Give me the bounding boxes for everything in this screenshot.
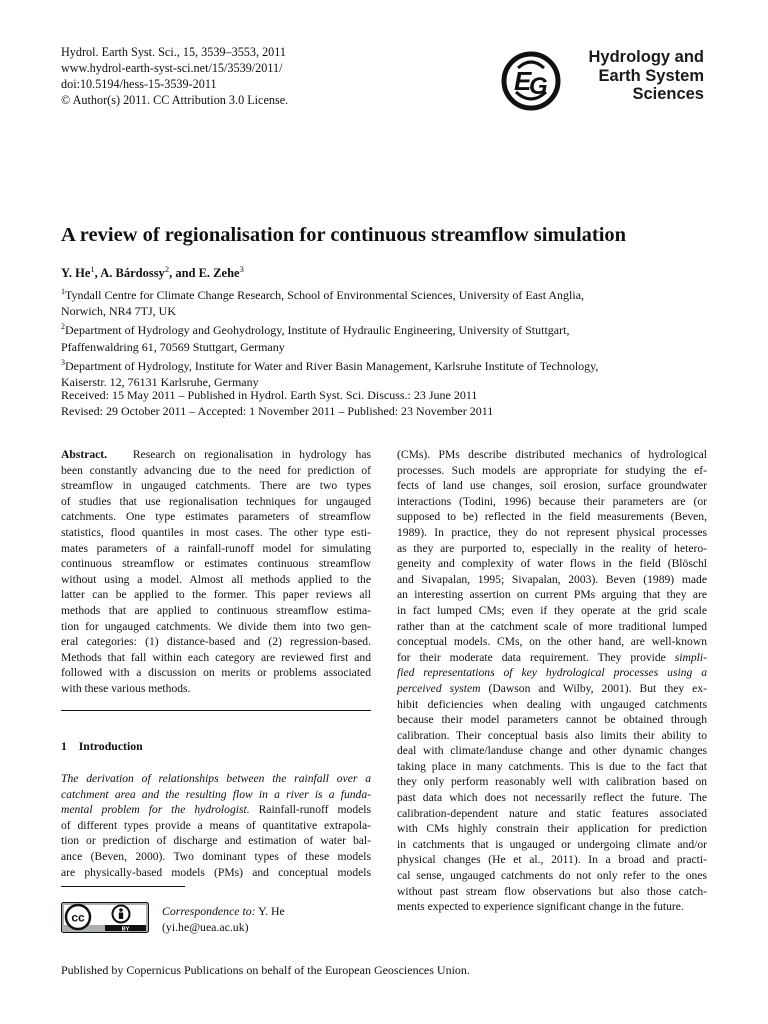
- body-line: supposed to be) reflected in the field measurements (Beven,: [397, 510, 707, 524]
- author-separator: ,: [94, 266, 101, 281]
- author-affiliation-marker: 2: [164, 264, 170, 274]
- by-label: BY: [121, 926, 130, 933]
- body-italic: perceived system: [397, 681, 481, 695]
- author-affiliation-marker: 3: [239, 264, 244, 274]
- intro-line: of different types provide a means of quantitative extrapola-: [61, 818, 371, 832]
- abstract: [61, 447, 371, 697]
- abstract-line: tion for ungauged catchments. We divide them into two gen-: [61, 619, 371, 633]
- section-heading: [61, 739, 143, 754]
- abstract-divider: [61, 710, 371, 711]
- abstract-line: followed with a discussion on merits or problems associated: [61, 666, 371, 680]
- body-line: deal with climate/landuse change and other dynamic changes: [397, 744, 707, 758]
- intro-line-tail: Rainfall-runoff models: [249, 803, 371, 817]
- cc-by-icon: [61, 902, 149, 933]
- egu-logo-icon: [500, 48, 570, 114]
- affiliation-line: Norwich, NR4 7TJ, UK: [61, 304, 176, 319]
- affiliation-line: Kaiserstr. 12, 76131 Karlsruhe, Germany: [61, 375, 259, 390]
- section-number: 1: [61, 739, 67, 753]
- body-line: taking place in many catchments. This is due to the fact that: [397, 759, 707, 773]
- author-name: E. Zehe: [198, 266, 240, 281]
- abstract-line: eral categories: (1) distance-based and (2) regression-based.: [61, 635, 371, 649]
- body-line: (CMs). PMs describe distributed mechanics of hydrological: [397, 448, 707, 461]
- body-line: calibration-dependent nature and static features associated: [397, 806, 707, 820]
- logo-line-3: Sciences: [632, 85, 704, 103]
- abstract-line: streamflow in ungauged catchments. There are two types: [61, 479, 371, 493]
- body-line: because their model parameters cannot be obtained through: [397, 713, 707, 727]
- body-line: cal sense, ungauged catchments do not only refer to the ones: [397, 869, 707, 883]
- body-line: 1989). In practice, they do not represent physical processes: [397, 525, 707, 539]
- author-affiliation-marker: 1: [90, 264, 95, 274]
- logo-line-2: Earth System: [598, 66, 704, 85]
- body-line: ments expected to experience significant change in the future.: [397, 900, 684, 914]
- body-line: with CMs highly constrain their application for prediction: [397, 822, 707, 836]
- affiliation-line: $^1$Tyndall Centre for Climate Change Research, School of Environmental Sciences, University of East Anglia,: [61, 287, 585, 302]
- abstract-line: without using a model. Almost all methods applied to the: [61, 572, 371, 586]
- logo-line-1: Hydrology and: [588, 48, 704, 66]
- abstract-line: Methods that fall within each category are reviewed first and: [61, 650, 371, 664]
- body-line: conceptual models. CMs, on the other hand, are well-known: [397, 635, 707, 649]
- intro-line: are physically-based models (PMs) and conceptual models: [61, 865, 371, 879]
- body-line: and Sivapalan, 1995; Sivapalan, 2003). Beven (1989) made: [397, 572, 707, 586]
- body-line: rather than at the catchment scale of more traditional lumped: [397, 619, 707, 633]
- body-line: fects of land use changes, soil erosion, surface groundwater: [397, 479, 707, 493]
- body-italic-line: fied representations of key hydrological processes using a: [397, 666, 707, 680]
- intro-line: The derivation of relationships between the rainfall over a: [61, 772, 371, 785]
- journal-header: [61, 44, 288, 108]
- license-note: © Author(s) 2011. CC Attribution 3.0 License.: [61, 93, 289, 107]
- correspondence-name: Y. He: [255, 904, 285, 918]
- affiliation-line: $^3$Department of Hydrology, Institute for Water and River Basin Management, Karlsruhe Institute of Technology,: [61, 357, 599, 373]
- body-line: they only perform reasonably well with calibration based on: [397, 775, 707, 789]
- affiliations: [61, 284, 701, 390]
- body-line: without past stream flow observations but also those catch-: [397, 884, 707, 898]
- dates-revised: Revised: 29 October 2011 – Accepted: 1 November 2011 – Published: 23 November 2011: [61, 404, 494, 418]
- abstract-line: Research on regionalisation in hydrology has: [132, 448, 371, 461]
- author-name: A. Bárdossy: [100, 266, 165, 281]
- body-line: in fact lumped CMs; even if they operate at the grid scale: [397, 603, 707, 617]
- body-line: geneity and complexity of water flows in the field (Blöschl: [397, 557, 707, 571]
- body-line: as they are purported to, especially in the reality of hetero-: [397, 541, 707, 555]
- author-list: [61, 264, 244, 281]
- body-line: an interesting assertion on current PMs arguing that they are: [397, 588, 707, 602]
- affiliation-line: Pfaffenwaldring 61, 70569 Stuttgart, Germany: [61, 339, 285, 354]
- abstract-line: with these various methods.: [61, 681, 191, 695]
- publication-dates: [61, 387, 493, 419]
- body-line: calibration. Their conceptual basis also limits their ability to: [397, 728, 707, 742]
- affiliation-line: $^2$Department of Hydrology and Geohydrology, Institute of Hydraulic Engineering, University of Stuttgart,: [61, 322, 570, 338]
- abstract-label: Abstract.: [61, 448, 108, 461]
- abstract-line: statistics, flood quantiles in most cases. The other type esti-: [61, 525, 371, 539]
- abstract-line: latter can be applied to the former. This paper reviews all: [61, 588, 371, 602]
- journal-url[interactable]: www.hydrol-earth-syst-sci.net/15/3539/2011/: [61, 61, 283, 75]
- cc-by-license-badge[interactable]: [61, 902, 149, 933]
- journal-reference: Hydrol. Earth Syst. Sci., 15, 3539–3553, 2011: [61, 45, 287, 59]
- correspondence: [162, 903, 285, 935]
- abstract-line: mates parameters of a rainfall-runoff model for simulating: [61, 541, 371, 555]
- intro-line: ance (Beven, 2000). Two dominant types of these models: [61, 849, 371, 863]
- body-line: physical changes (He et al., 2011). In a broad and practi-: [397, 853, 707, 867]
- dates-received: Received: 15 May 2011 – Published in Hydrol. Earth Syst. Sci. Discuss.: 23 June 2011: [61, 388, 478, 402]
- author-name: Y. He: [61, 266, 91, 281]
- introduction-text: [61, 771, 371, 880]
- body-italic: simpli-: [674, 650, 707, 664]
- body-line: past data which does not necessarily reflect the future. The: [397, 791, 707, 805]
- intro-line: catchment area and the resulting flow in a river is a funda-: [61, 787, 371, 801]
- intro-italic-tail: mental problem for the hydrologist.: [61, 803, 250, 817]
- body-line: interactions (Todini, 1996) because their parameters are (or: [397, 494, 707, 508]
- paper-title: A review of regionalisation for continuous streamflow simulation: [61, 224, 627, 246]
- doi[interactable]: doi:10.5194/hess-15-3539-2011: [61, 77, 217, 91]
- section-title: Introduction: [78, 739, 143, 753]
- cc-label: cc: [71, 910, 85, 925]
- body-line: processes. Such models are appropriate for studying the ef-: [397, 463, 707, 477]
- abstract-line: of studies that use regionalisation techniques for ungauged: [61, 494, 371, 508]
- publisher-footer: Published by Copernicus Publications on behalf of the European Geosciences Union.: [61, 963, 470, 977]
- abstract-line: methods that are applied to continuous streamflow estima-: [61, 603, 371, 617]
- abstract-line: catchments. One type estimates parameters of streamflow: [61, 510, 371, 524]
- body-line: in catchments that is ungauged or undergoing climate and/or: [397, 837, 707, 851]
- svg-text:G: G: [529, 73, 548, 100]
- body-line: hibit deficiencies when dealing with ungauged catchments: [397, 697, 707, 711]
- abstract-line: been constantly advancing due to the need for prediction of: [61, 463, 371, 477]
- footnote-divider: [61, 886, 185, 887]
- intro-line: tion or prediction of discharge and estimation of water bal-: [61, 834, 371, 848]
- author-separator: , and: [169, 266, 199, 281]
- body-line-part: for their moderate data requirement. They provide: [397, 650, 675, 664]
- right-column-text: [397, 447, 707, 915]
- journal-logo: [500, 48, 706, 114]
- body-line-part: (Dawson and Wilby, 2001). But they ex-: [480, 681, 707, 695]
- correspondence-email[interactable]: (yi.he@uea.ac.uk): [162, 920, 249, 934]
- svg-text:E: E: [514, 66, 532, 96]
- abstract-line: continuous streamflow or estimates continuous streamflow: [61, 557, 371, 571]
- correspondence-label: Correspondence to:: [162, 904, 256, 918]
